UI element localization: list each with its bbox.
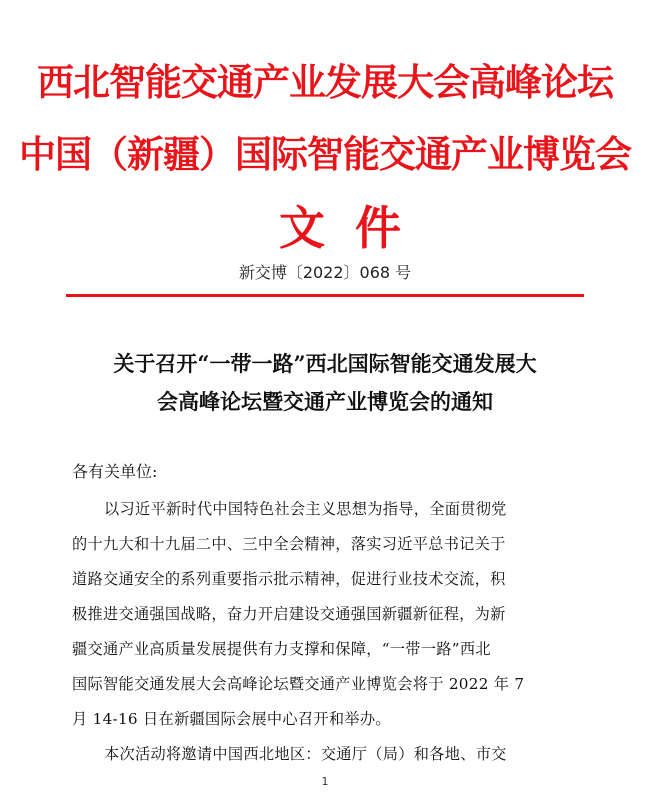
body-line: 本次活动将邀请中国西北地区：交通厅（局）和各地、市交 bbox=[104, 745, 507, 763]
header-org-line-1: 西北智能交通产业发展大会高峰论坛 bbox=[37, 61, 613, 104]
body-line: 国际智能交通发展大会高峰论坛暨交通产业博览会将于 2022 年 7 bbox=[72, 675, 525, 693]
body-line: 极推进交通强国战略，奋力开启建设交通强国新疆新征程，为新 bbox=[72, 605, 506, 623]
notice-title-line-1: 关于召开“一带一路”西北国际智能交通发展大 bbox=[113, 351, 537, 376]
body-line: 以习近平新时代中国特色社会主义思想为指导，全面贯彻党 bbox=[104, 500, 507, 518]
body-line: 疆交通产业高质量发展提供有力支撑和保障，“一带一路”西北 bbox=[72, 640, 491, 658]
page-number: 1 bbox=[321, 775, 329, 788]
body-line: 的十九大和十九届二中、三中全会精神，落实习近平总书记关于 bbox=[72, 535, 506, 553]
header-org-line-2: 中国（新疆）国际智能交通产业博览会 bbox=[19, 133, 631, 176]
salutation: 各有关单位: bbox=[72, 462, 158, 481]
red-divider-line bbox=[66, 294, 584, 297]
body-line: 道路交通安全的系列重要指示批示精神，促进行业技术交流，积 bbox=[72, 570, 506, 588]
header-document-label: 文件 bbox=[279, 201, 431, 255]
document-number: 新交博〔2022〕068 号 bbox=[238, 263, 412, 282]
notice-title-line-2: 会高峰论坛暨交通产业博览会的通知 bbox=[157, 389, 493, 414]
body-line: 月 14-16 日在新疆国际会展中心召开和举办。 bbox=[72, 710, 391, 728]
